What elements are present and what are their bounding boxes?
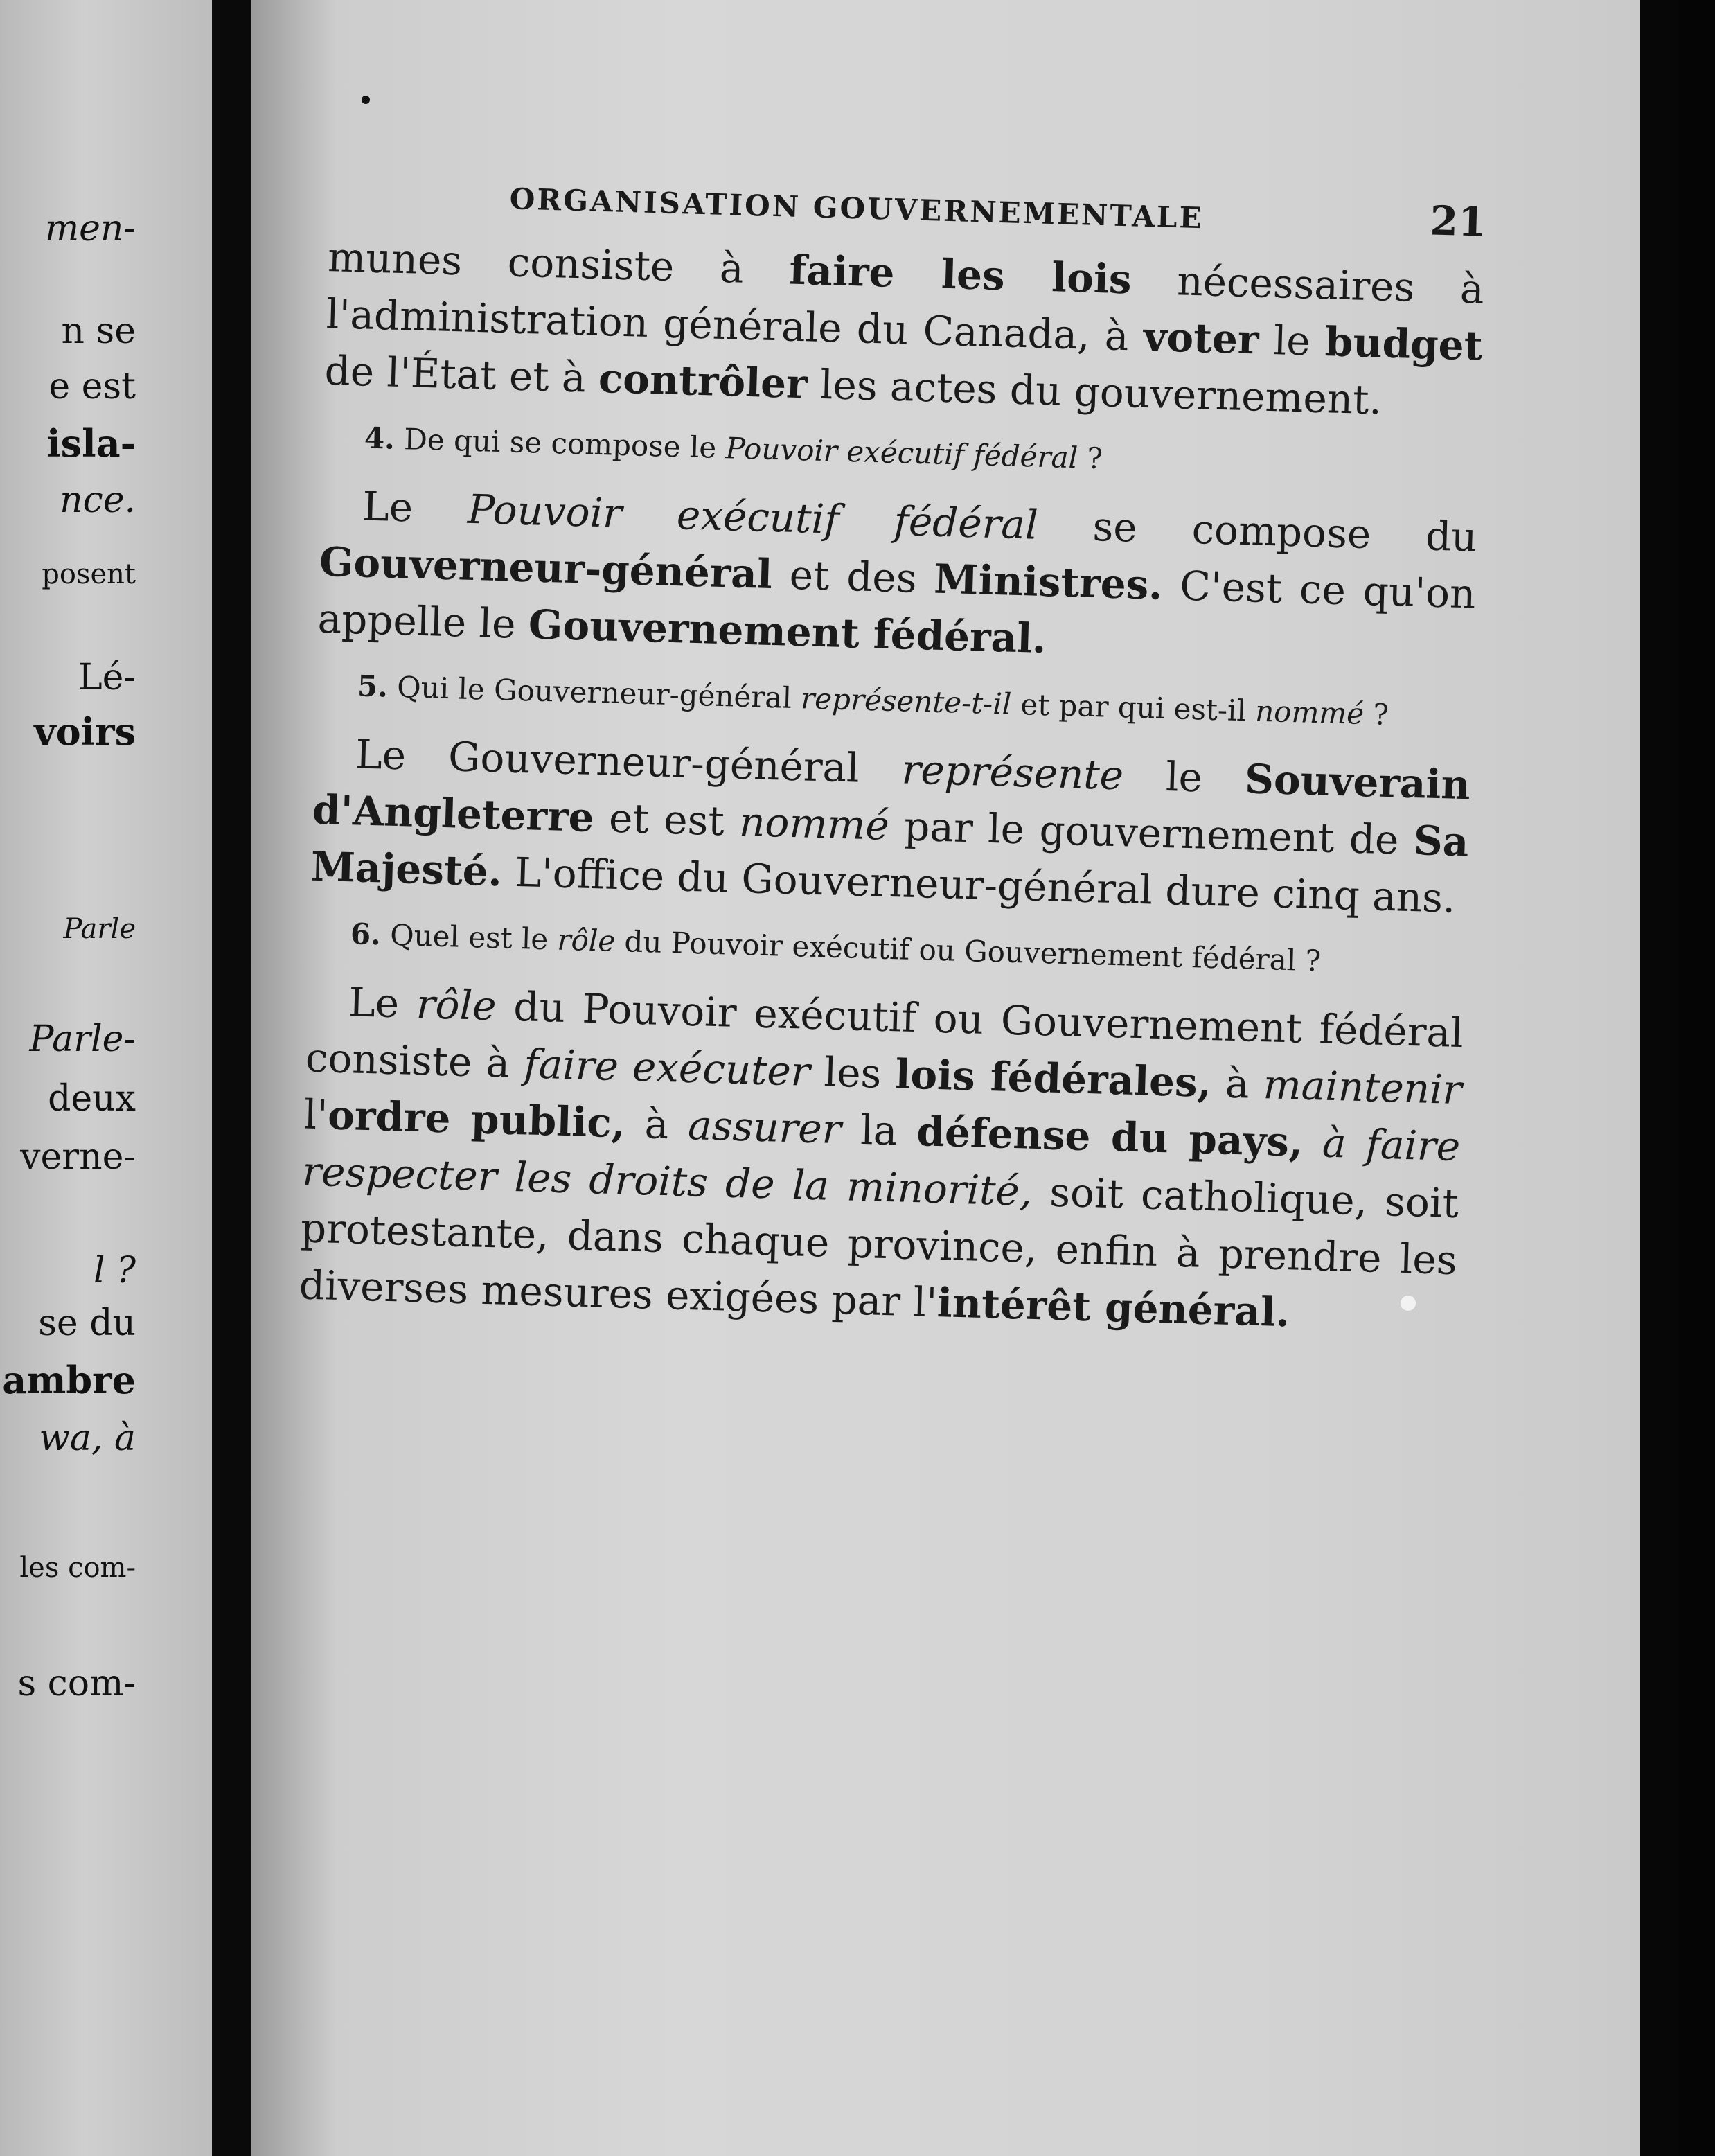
previous-page-line: Lé- [78, 657, 136, 698]
previous-page-line: l ? [93, 1250, 136, 1291]
question-5: 5. Qui le Gouverneur-général représente-t-il et par qui est-il nommé ? [357, 669, 1389, 732]
previous-page-line: deux [48, 1078, 136, 1120]
ink-spot [362, 96, 370, 104]
previous-page-line: verne- [20, 1136, 136, 1178]
page-content [298, 166, 1486, 1365]
previous-page-line: n se [61, 310, 136, 352]
previous-page-line: voirs [34, 709, 136, 754]
page-number: 21 [1429, 197, 1487, 246]
previous-page-line: e est [48, 366, 136, 407]
book-page [251, 0, 1678, 2156]
running-head-title: ORGANISATION GOUVERNEMENTALE [509, 182, 1205, 236]
previous-page-line: men- [44, 208, 136, 249]
question-number: 6. [350, 917, 382, 952]
previous-page-line: posent [42, 558, 136, 590]
previous-page-line: isla- [46, 421, 136, 466]
question-number: 4. [364, 421, 396, 456]
answer-6: Le rôle du Pouvoir exécutif ou Gouvernement fédéral consiste à faire exécuter les lois fédérales, à maintenir l'ordre public, à assurer la défense du pays, à faire respecter les droits de la minorité, soit catholique, soit protestante, dans chaque province, enfin à prendre les diverses mesures exigées par l'intérêt général. [298, 978, 1464, 1336]
question-4: 4. De qui se compose le Pouvoir exécutif fédéral ? [364, 421, 1103, 476]
previous-page-line: Parle [63, 913, 136, 945]
paragraph-legislative-role: munes consiste à faire les lois nécessaires à l'administration générale du Canada, à voter le budget de l'État et à contrôler les actes du gouvernement. [323, 233, 1485, 424]
question-number: 5. [357, 669, 389, 704]
previous-page-line: les com- [19, 1552, 136, 1584]
page-edge-shadow [1640, 0, 1678, 2156]
answer-4: Le Pouvoir exécutif fédéral se compose du Gouverneur-général et des Ministres. C'est ce qu'on appelle le Gouvernement fédéral. [317, 482, 1478, 663]
previous-page-fragment [0, 0, 212, 2156]
previous-page-line: nce. [60, 479, 136, 521]
previous-page-line: se du [38, 1302, 136, 1344]
previous-page-line: ambre [2, 1358, 136, 1402]
previous-page-line: s com- [17, 1663, 136, 1704]
previous-page-line: wa, à [39, 1417, 136, 1459]
answer-5: Le Gouverneur-général représente le Souverain d'Angleterre et est nommé par le gouvernement de Sa Majesté. L'office du Gouverneur-général dure cinq ans. [310, 730, 1471, 922]
book-gutter [212, 0, 251, 2156]
previous-page-line: Parle- [29, 1018, 136, 1060]
question-6: 6. Quel est le rôle du Pouvoir exécutif ou Gouvernement fédéral ? [350, 917, 1322, 978]
